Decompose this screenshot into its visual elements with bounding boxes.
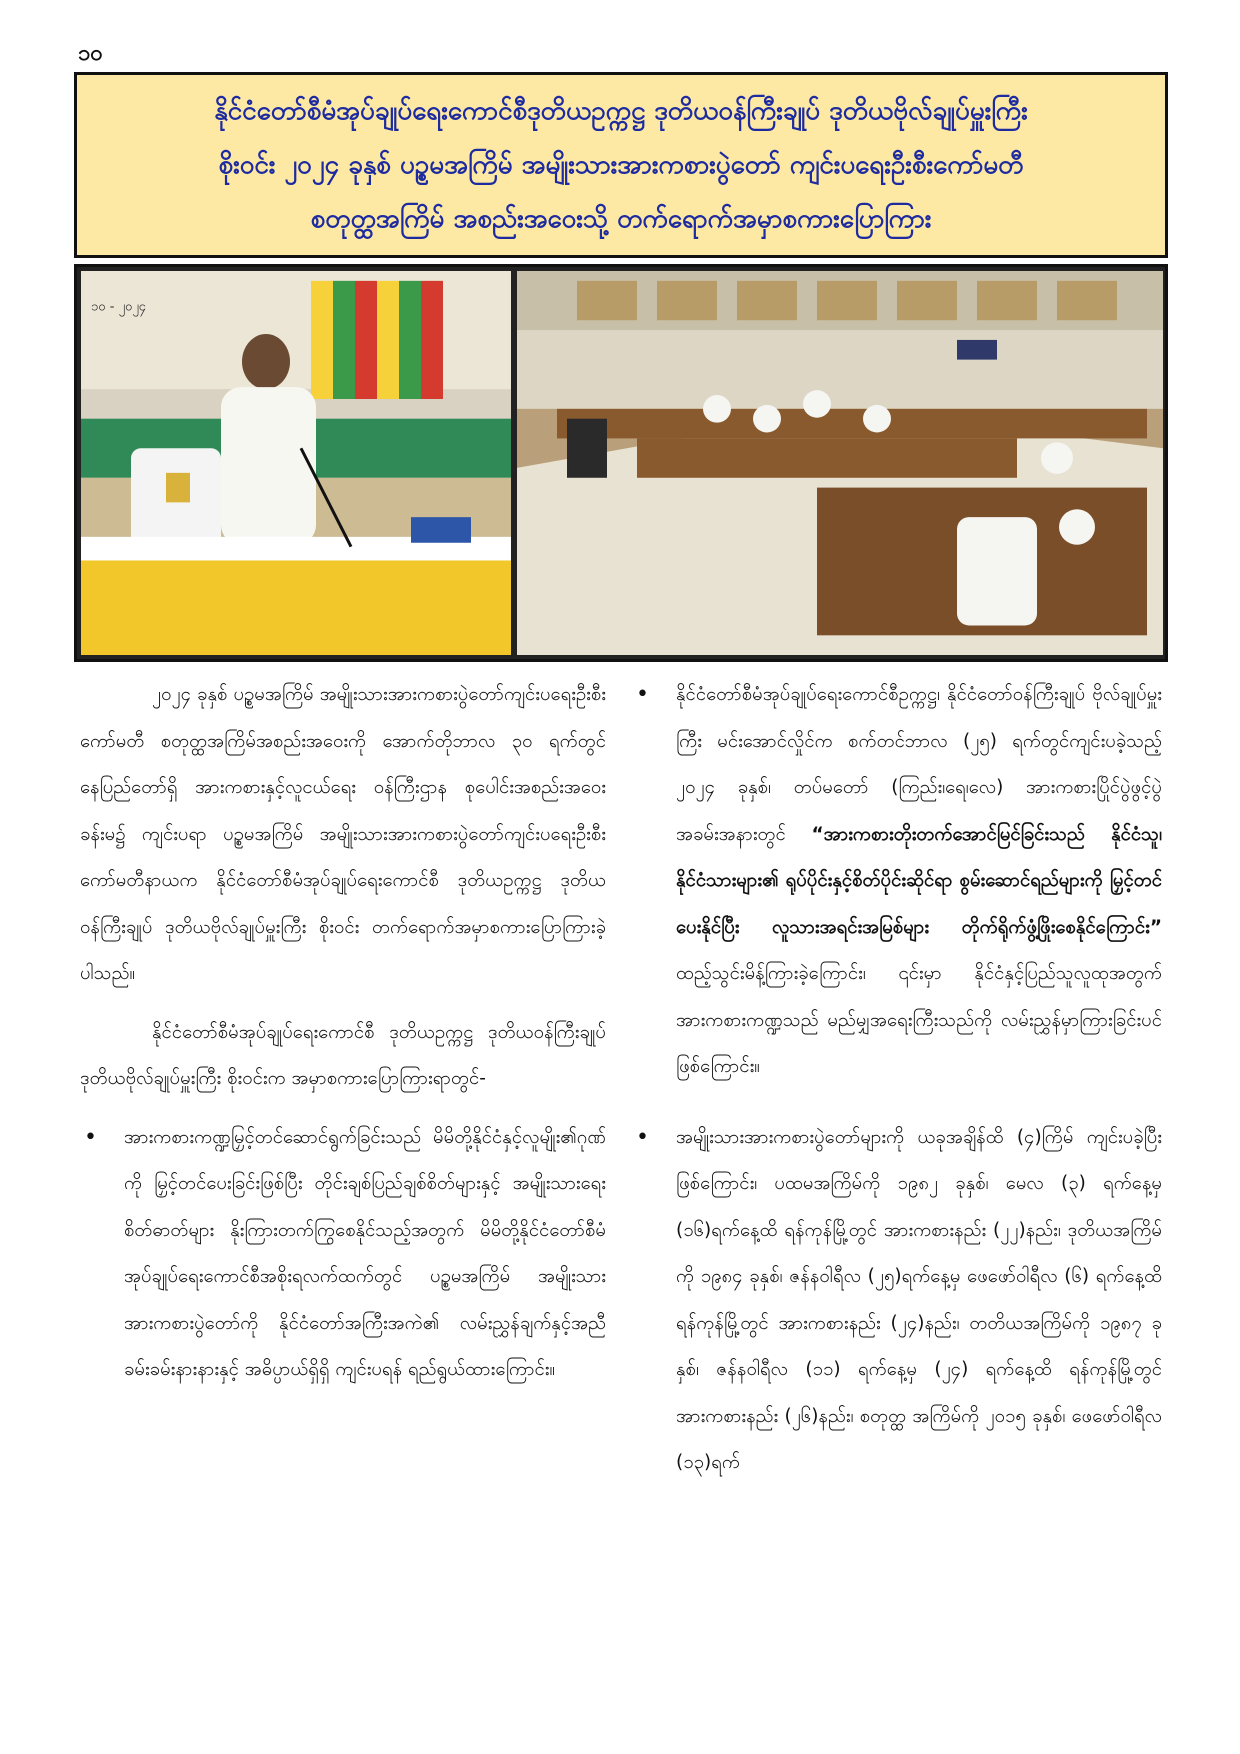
flags (311, 281, 443, 399)
speaker-head (242, 334, 290, 389)
list-item (80, 1115, 606, 1394)
photo-speaker-image (81, 271, 511, 655)
bullet-text-2-post: ထည့်သွင်းမိန့်ကြားခဲ့ကြောင်း၊ ၎င်းမှာ နိုင်ငံနှင့်ပြည်သူလူထုအတွက် အားကစားကဏ္ဍသည် မည်မျှအရေးကြီးသည်ကို လမ်းညွှန်မှာကြားခြင်းပင်ဖြစ်ကြောင်း။ (676, 963, 1162, 1077)
intro-paragraph: ၂၀၂၄ ခုနှစ် ပဉ္စမအကြိမ် အမျိုးသားအားကစားပွဲတော်ကျင်းပရေးဦးစီးကော်မတီ စတုတ္ထအကြိမ်အစည်းအဝေးကို အောက်တိုဘာလ ၃၀ ရက်တွင် နေပြည်တော်ရှိ အားကစားနှင့်လူငယ်ရေး ဝန်ကြီးဌာန စုပေါင်းအစည်းအဝေးခန်းမ၌ ကျင်းပရာ ပဉ္စမအကြိမ် အမျိုးသားအားကစားပွဲတော်ကျင်းပရေးဦးစီးကော်မတီနာယက နိုင်ငံတော်စီမံအုပ်ချုပ်ရေးကောင်စီ ဒုတိယဥက္ကဋ္ဌ ဒုတိယဝန်ကြီးချုပ် ဒုတိယဗိုလ်ချုပ်မှူးကြီး စိုးဝင်း တက်ရောက်အမှာစကားပြောကြားခဲ့ပါသည်။ (80, 684, 606, 984)
headline-line-2: စိုးဝင်း ၂၀၂၄ ခုနှစ် ပဉ္စမအကြိမ် အမျိုးသားအားကစားပွဲတော် ကျင်းပရေးဦးစီးကော်မတီ (218, 150, 1024, 180)
headline-box (74, 72, 1168, 258)
table-row-middle (637, 438, 1017, 477)
photo-speaker (81, 271, 511, 655)
bullet-text-2-pre: နိုင်ငံတော်စီမံအုပ်ချုပ်ရေးကောင်စီဥက္ကဋ္ဌ၊ နိုင်ငံတော်ဝန်ကြီးချုပ် ဗိုလ်ချုပ်မှူးကြီး မင်းအောင်လှိုင်က စက်တင်ဘာလ (၂၅) ရက်တွင်ကျင်းပခဲ့သည့် ၂၀၂၄ ခုနှစ်၊ တပ်မတော် (ကြည်း၊ရေ၊လေ) အားကစားပြိုင်ပွဲဖွင့်ပွဲအခမ်းအနားတွင် (676, 684, 1162, 845)
speaker-body (221, 387, 316, 545)
list-item (632, 672, 1162, 1091)
bullet-icon: • (636, 1124, 649, 1150)
bullet-text-2-quote: “အားကစားတိုးတက်အောင်မြင်ခြင်းသည် နိုင်ငံသူ၊ နိုင်ငံသားများ၏ ရုပ်ပိုင်းနှင့်စိတ်ပိုင်းဆိုင်ရာ စွမ်းဆောင်ရည်များကို မြှင့်တင်ပေးနိုင်ပြီး လူသားအရင်းအမြစ်များ တိုက်ရိုက်ဖွံ့ဖြိုးစေနိုင်ကြောင်း” (676, 823, 1162, 938)
monitor (567, 419, 607, 478)
headline-line-3: စတုတ္ထအကြိမ် အစည်းအဝေးသို့ တက်ရောက်အမှာစကားပြောကြား (310, 204, 932, 234)
banner-date: ၁၀ - ၂၀၂၄ (91, 299, 146, 315)
emblem (166, 473, 190, 503)
list-item (632, 1115, 1162, 1487)
speech-intro-paragraph: နိုင်ငံတော်စီမံအုပ်ချုပ်ရေးကောင်စီ ဒုတိယဥက္ကဋ္ဌ ဒုတိယဝန်ကြီးချုပ် ဒုတိယဗိုလ်ချုပ်မှူးကြီး စိုးဝင်းက အမှာစကားပြောကြားရာတွင်- (80, 1021, 606, 1089)
screen (957, 340, 997, 360)
bullet-text-3: အမျိုးသားအားကစားပွဲတော်များကို ယခုအချိန်ထိ (၄)ကြိမ် ကျင်းပခဲ့ပြီးဖြစ်ကြောင်း၊ ပထမအကြိမ်ကို ၁၉၈၂ ခုနှစ်၊ မေလ (၃) ရက်နေ့မှ (၁၆)ရက်နေ့ထိ ရန်ကုန်မြို့တွင် အားကစားနည်း (၂၂)နည်း၊ ဒုတိယအကြိမ်ကို ၁၉၈၄ ခုနှစ်၊ ဇန်နဝါရီလ (၂၅)ရက်နေ့မှ ဖေဖော်ဝါရီလ (၆) ရက်နေ့ထိ ရန်ကုန်မြို့တွင် အားကစားနည်း (၂၄)နည်း၊ တတိယအကြိမ်ကို ၁၉၈၇ ခုနှစ်၊ ဇန်နဝါရီလ (၁၁) ရက်နေ့မှ (၂၄) ရက်နေ့ထိ ရန်ကုန်မြို့တွင် အားကစားနည်း (၂၆)နည်း၊ စတုတ္ထ အကြိမ်ကို ၂၀၁၅ ခုနှစ်၊ ဖေဖော်ဝါရီလ (၁၃)ရက် (676, 1126, 1162, 1473)
photo-meeting-image (517, 271, 1163, 655)
left-column (80, 672, 606, 1418)
photo-meeting-room (517, 271, 1163, 655)
bullet-icon: • (636, 682, 649, 707)
photo-frame (74, 264, 1168, 662)
windows (577, 281, 1117, 320)
table-cloth (81, 557, 511, 655)
right-column (632, 672, 1162, 1511)
name-plate (411, 517, 471, 543)
bullet-icon: • (84, 1124, 97, 1150)
table-row-back (557, 409, 1147, 439)
headline-line-1: နိုင်ငံတော်စီမံအုပ်ချုပ်ရေးကောင်စီဒုတိယဥက္ကဋ္ဌ ဒုတိယဝန်ကြီးချုပ် ဒုတိယဗိုလ်ချုပ်မှူးကြီး (214, 96, 1028, 126)
page-number: ၁၀ (78, 41, 103, 66)
bullet-text-1: အားကစားကဏ္ဍမြှင့်တင်ဆောင်ရွက်ခြင်းသည် မိမိတို့နိုင်ငံနှင့်လူမျိုး၏ဂုဏ်ကို မြှင့်တင်ပေးခြင်းဖြစ်ပြီး တိုင်းချစ်ပြည်ချစ်စိတ်များနှင့် အမျိုးသားရေးစိတ်ဓာတ်များ နိုးကြားတက်ကြွစေနိုင်သည့်အတွက် မိမိတို့နိုင်ငံတော်စီမံအုပ်ချုပ်ရေးကောင်စီအစိုးရလက်ထက်တွင် ပဉ္စမအကြိမ် အမျိုးသားအားကစားပွဲတော်ကို နိုင်ငံတော်အကြီးအကဲ၏ လမ်းညွှန်ချက်နှင့်အညီ ခမ်းခမ်းနားနားနှင့် အဓိပ္ပာယ်ရှိရှိ ကျင်းပရန် ရည်ရွယ်ထားကြောင်း။ (124, 1126, 606, 1380)
